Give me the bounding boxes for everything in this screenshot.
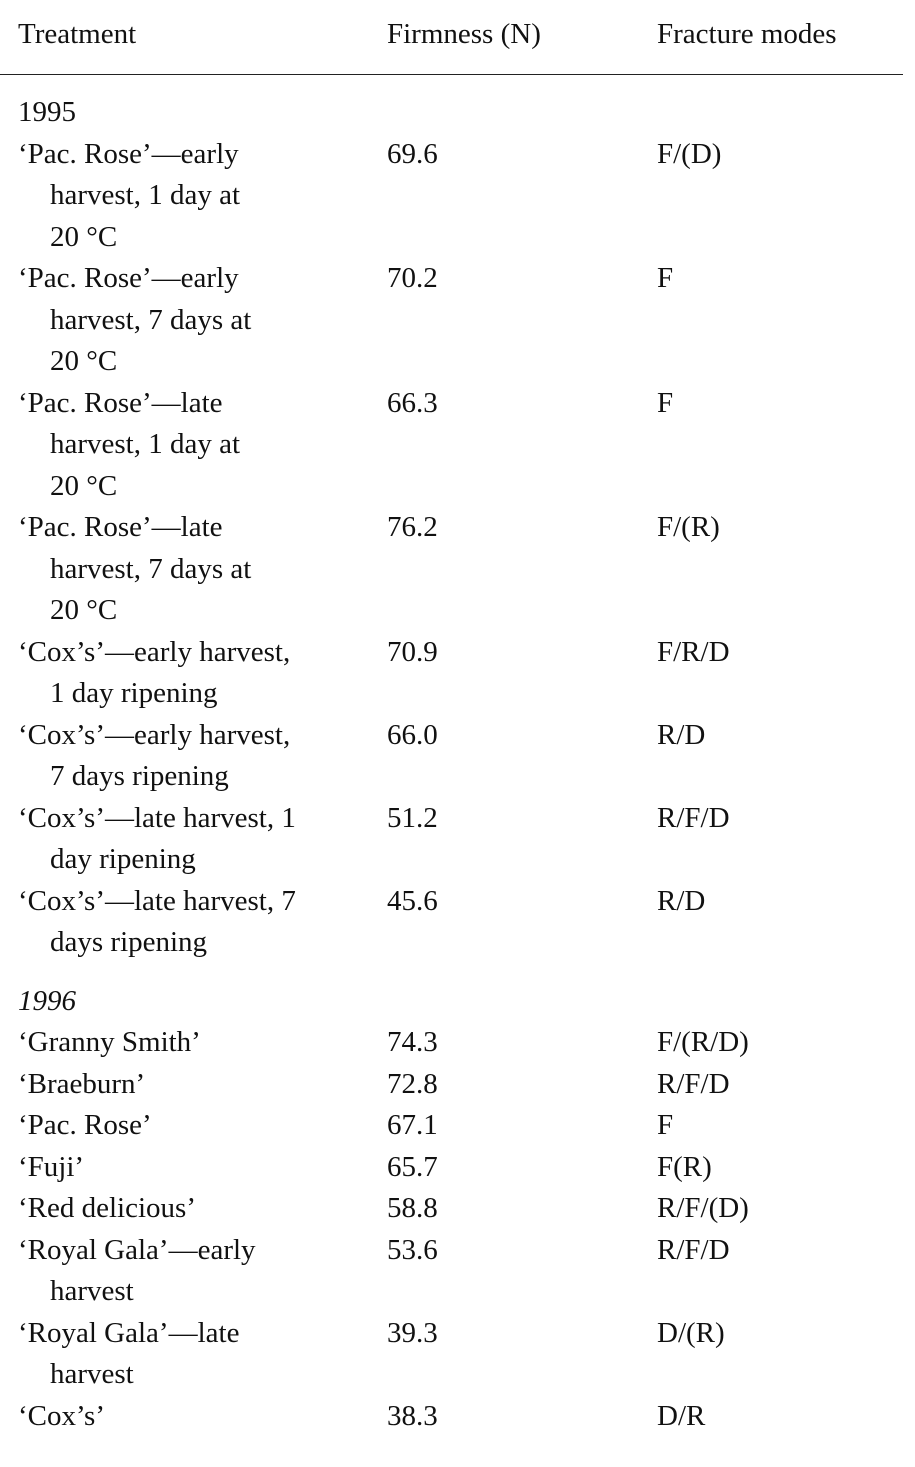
- treatment-cell: [18, 1064, 387, 1106]
- fracture-mode-cell: F: [657, 1109, 674, 1141]
- table-row: [18, 881, 915, 964]
- treatment-line: harvest: [50, 1275, 134, 1307]
- firmness-cell: 72.8: [387, 1067, 438, 1100]
- treatment-line: harvest, 7 days at: [50, 552, 252, 585]
- fracture-mode-cell: R/F/D: [657, 1233, 730, 1266]
- treatment-cell: [18, 1313, 387, 1396]
- treatment-line: 20 °C: [50, 594, 118, 626]
- table-row: [18, 383, 915, 508]
- table-row: [18, 1105, 915, 1147]
- treatment-line: 1 day ripening: [50, 677, 218, 709]
- fracture-mode-cell: F: [657, 262, 674, 294]
- treatment-cell: [18, 507, 387, 632]
- table-header: [18, 14, 915, 56]
- treatment-line: harvest, 1 day at: [50, 428, 241, 460]
- firmness-cell: 66.0: [387, 718, 438, 751]
- fracture-mode-cell: R/F/(D): [657, 1192, 749, 1224]
- table-body: [18, 92, 915, 1437]
- treatment-line: ‘Pac. Rose’—early: [18, 137, 239, 170]
- table-row: [18, 1188, 915, 1230]
- table-row: [18, 715, 915, 798]
- treatment-line: harvest, 1 day at: [50, 179, 241, 211]
- firmness-cell: 70.2: [387, 262, 438, 294]
- header-rule: [0, 74, 903, 75]
- table-row: [18, 632, 915, 715]
- treatment-cell: [18, 1022, 387, 1064]
- fracture-mode-cell: R/D: [657, 718, 706, 751]
- treatment-cell: [18, 715, 387, 798]
- treatment-line: 7 days ripening: [50, 760, 229, 792]
- table-row: [18, 507, 915, 632]
- fracture-mode-cell: R/F/D: [657, 801, 730, 834]
- fracture-mode-cell: D/(R): [657, 1316, 725, 1349]
- treatment-line: 20 °C: [50, 220, 118, 253]
- treatment-cell: [18, 1147, 387, 1189]
- treatment-cell: [18, 798, 387, 881]
- treatment-cell: [18, 134, 387, 259]
- treatment-line: ‘Pac. Rose’—early: [18, 262, 239, 294]
- treatment-line: ‘Cox’s’—early harvest,: [18, 635, 291, 668]
- treatment-line: ‘Pac. Rose’: [18, 1109, 152, 1141]
- firmness-cell: 69.6: [387, 137, 438, 170]
- table-row: [18, 1230, 915, 1313]
- table-row: [18, 1396, 915, 1438]
- firmness-cell: 74.3: [387, 1026, 438, 1058]
- treatment-line: ‘Granny Smith’: [18, 1026, 201, 1058]
- fracture-mode-cell: F/(R): [657, 511, 720, 543]
- treatment-line: ‘Red delicious’: [18, 1192, 196, 1224]
- table-row: [18, 798, 915, 881]
- treatment-cell: [18, 258, 387, 383]
- treatment-line: ‘Cox’s’—early harvest,: [18, 718, 291, 751]
- year-heading: 1996: [18, 984, 76, 1017]
- treatment-line: ‘Pac. Rose’—late: [18, 386, 223, 419]
- table-row: [18, 258, 915, 383]
- header-firmness: Firmness (N): [387, 18, 541, 50]
- firmness-cell: 45.6: [387, 884, 438, 917]
- year-heading: 1995: [18, 96, 76, 128]
- firmness-cell: 53.6: [387, 1233, 438, 1266]
- treatment-line: ‘Fuji’: [18, 1150, 85, 1183]
- treatment-line: ‘Royal Gala’—early: [18, 1233, 256, 1266]
- treatment-cell: [18, 1105, 387, 1147]
- fracture-mode-cell: R/D: [657, 884, 706, 917]
- fracture-mode-cell: F: [657, 386, 674, 419]
- table-row: [18, 1064, 915, 1106]
- firmness-cell: 39.3: [387, 1316, 438, 1349]
- firmness-cell: 76.2: [387, 511, 438, 543]
- firmness-cell: 67.1: [387, 1109, 438, 1141]
- fracture-mode-cell: R/F/D: [657, 1067, 730, 1100]
- treatment-cell: [18, 383, 387, 508]
- treatment-line: days ripening: [50, 926, 208, 958]
- firmness-cell: 66.3: [387, 386, 438, 419]
- treatment-line: ‘Cox’s’: [18, 1399, 105, 1432]
- firmness-cell: 65.7: [387, 1150, 438, 1183]
- treatment-line: harvest: [50, 1358, 134, 1390]
- firmness-cell: 51.2: [387, 801, 438, 834]
- treatment-line: 20 °C: [50, 469, 118, 502]
- fracture-mode-cell: F/R/D: [657, 635, 730, 668]
- fracture-mode-cell: D/R: [657, 1399, 706, 1432]
- header-fracture-modes: Fracture modes: [657, 18, 837, 50]
- fracture-mode-cell: F(R): [657, 1150, 712, 1183]
- firmness-cell: 70.9: [387, 635, 438, 668]
- treatment-cell: [18, 881, 387, 964]
- treatment-line: ‘Braeburn’: [18, 1067, 146, 1100]
- table-row: [18, 134, 915, 259]
- treatment-cell: [18, 632, 387, 715]
- table-row: [18, 1313, 915, 1396]
- treatment-cell: [18, 1396, 387, 1438]
- treatment-cell: [18, 1188, 387, 1230]
- fracture-mode-cell: F/(R/D): [657, 1026, 749, 1058]
- firmness-cell: 38.3: [387, 1399, 438, 1432]
- firmness-table: [18, 14, 915, 1437]
- treatment-line: ‘Pac. Rose’—late: [18, 511, 223, 543]
- treatment-line: ‘Cox’s’—late harvest, 1: [18, 801, 296, 834]
- treatment-line: harvest, 7 days at: [50, 303, 252, 336]
- treatment-line: 20 °C: [50, 345, 118, 377]
- fracture-mode-cell: F/(D): [657, 137, 722, 170]
- table-row: [18, 1022, 915, 1064]
- treatment-line: day ripening: [50, 843, 196, 875]
- treatment-line: ‘Royal Gala’—late: [18, 1316, 240, 1349]
- firmness-cell: 58.8: [387, 1192, 438, 1224]
- table-row: [18, 1147, 915, 1189]
- header-treatment: Treatment: [18, 18, 137, 50]
- treatment-cell: [18, 1230, 387, 1313]
- treatment-line: ‘Cox’s’—late harvest, 7: [18, 884, 296, 917]
